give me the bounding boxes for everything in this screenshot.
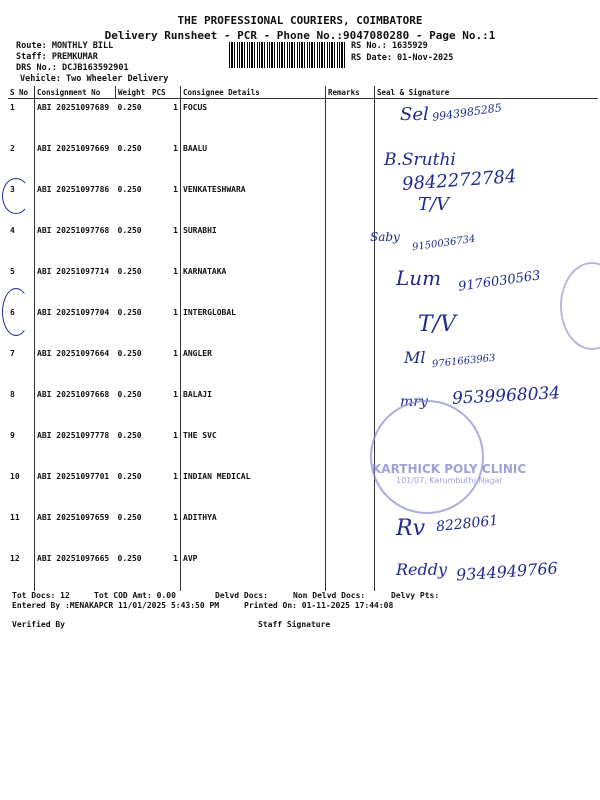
cell-consignee: ANGLER — [181, 345, 326, 386]
cell-pcs: 1 — [173, 349, 178, 358]
cell-consignee: KARNATAKA — [181, 263, 326, 304]
signature-12: Reddy — [396, 560, 448, 579]
clinic-stamp-name: KARTHICK POLY CLINIC — [372, 462, 527, 476]
signature-11: Rv — [396, 516, 425, 541]
runsheet-subtitle: Delivery Runsheet - PCR - Phone No.:9047080280 - Page No.:1 — [104, 29, 496, 42]
printed-on: Printed On: 01-11-2025 17:44:08 — [244, 601, 394, 610]
cell-sno: 12 — [8, 550, 35, 591]
vehicle-label: Vehicle: Two Wheeler Delivery — [20, 74, 169, 84]
cell-consignment-no: ABI 20251097664 — [37, 349, 110, 358]
cell-pcs: 1 — [173, 308, 178, 317]
barcode — [229, 42, 347, 68]
total-cod-amount: Tot COD Amt: 0.00 — [94, 591, 176, 600]
total-docs: Tot Docs: 12 — [12, 591, 70, 600]
handwritten-phone-4: 9150036734 — [411, 233, 477, 254]
cell-consignment-no: ABI 20251097669 — [37, 144, 110, 153]
cell-consignment-no: ABI 20251097701 — [37, 472, 110, 481]
cell-sno: 9 — [8, 427, 35, 468]
cell-weight: 0.250 — [117, 308, 142, 317]
cell-pcs: 1 — [173, 431, 178, 440]
cell-pcs: 1 — [173, 185, 178, 194]
cell-consignee: ADITHYA — [181, 509, 326, 550]
signature-4: Saby — [370, 230, 400, 244]
verified-by: Verified By — [12, 620, 65, 629]
cell-pcs: 1 — [173, 144, 178, 153]
bank-seal-stamp — [370, 400, 484, 514]
cell-pcs: 1 — [173, 267, 178, 276]
handwritten-phone-8: 9539968034 — [451, 383, 561, 409]
handwritten-phone-12: 9344949766 — [455, 558, 559, 585]
cell-pcs: 1 — [173, 513, 178, 522]
cell-remarks — [326, 222, 375, 263]
cell-sno: 5 — [8, 263, 35, 304]
col-remarks: Remarks — [326, 86, 375, 99]
cell-consignee: BAALU — [181, 140, 326, 181]
cell-remarks — [326, 468, 375, 509]
handwritten-tv-1: T/V — [418, 194, 450, 215]
signature-8: mry — [400, 394, 428, 410]
clinic-stamp — [372, 462, 562, 485]
cell-weight: 0.250 — [117, 185, 142, 194]
company-title: THE PROFESSIONAL COURIERS, COIMBATORE — [177, 14, 423, 27]
cell-pcs: 1 — [173, 472, 178, 481]
cell-weight: 0.250 — [117, 431, 142, 440]
handwritten-circle-6 — [2, 288, 30, 336]
col-pcs: PCS — [150, 86, 181, 99]
signature-7: Ml — [404, 348, 426, 367]
cell-consignee: INDIAN MEDICAL — [181, 468, 326, 509]
handwritten-circle-3 — [2, 178, 30, 214]
clinic-stamp-address: 101/07, Karumbuthi Nagar — [396, 476, 503, 485]
col-consignee: Consignee Details — [181, 86, 326, 99]
cell-consignee: VENKATESHWARA — [181, 181, 326, 222]
cell-consignment-no: ABI 20251097714 — [37, 267, 110, 276]
handwritten-phone-11: 8228061 — [435, 512, 500, 536]
cell-consignment-no: ABI 20251097689 — [37, 103, 110, 112]
cell-sno: 6 — [8, 304, 35, 345]
col-weight: Weight — [116, 86, 151, 99]
table-header-row — [8, 86, 598, 99]
cell-sno: 10 — [8, 468, 35, 509]
route-label: Route: MONTHLY BILL — [16, 41, 114, 51]
cell-sno: 1 — [8, 99, 35, 141]
cell-pcs: 1 — [173, 226, 178, 235]
handwritten-phone-7: 9761663963 — [431, 352, 497, 371]
runsheet-table — [8, 86, 598, 591]
cell-consignee: BALAJI — [181, 386, 326, 427]
cell-consignee: THE SVC — [181, 427, 326, 468]
cell-remarks — [326, 427, 375, 468]
cell-consignee: INTERGLOBAL — [181, 304, 326, 345]
cell-pcs: 1 — [173, 103, 178, 112]
cell-remarks — [326, 181, 375, 222]
cell-weight: 0.250 — [117, 513, 142, 522]
entered-by: Entered By :MENAKAPCR 11/01/2025 5:43:50 PM — [12, 601, 220, 610]
cell-consignment-no: ABI 20251097659 — [37, 513, 110, 522]
cell-consignment-no: ABI 20251097668 — [37, 390, 110, 399]
drs-number: DRS No.: DCJB163592901 — [16, 63, 129, 73]
cell-pcs: 1 — [173, 554, 178, 563]
handwritten-tv-2: T/V — [418, 312, 456, 337]
cell-weight: 0.250 — [117, 226, 142, 235]
cell-weight: 0.250 — [117, 349, 142, 358]
signature-5: Lum — [396, 266, 442, 290]
cell-weight: 0.250 — [117, 554, 142, 563]
rs-number: RS No.: 1635929 — [351, 41, 428, 51]
cell-weight: 0.250 — [117, 390, 142, 399]
cell-sno: 7 — [8, 345, 35, 386]
cell-remarks — [326, 99, 375, 141]
staff-signature-label: Staff Signature — [258, 620, 331, 629]
rs-date: RS Date: 01-Nov-2025 — [351, 53, 454, 63]
cell-consignment-no: ABI 20251097768 — [37, 226, 110, 235]
handwritten-phone-2: 9842272784 — [401, 166, 518, 195]
table-row — [8, 99, 598, 141]
col-sno: S No — [8, 86, 35, 99]
cell-sno: 11 — [8, 509, 35, 550]
signature-2: B.Sruthi — [384, 150, 456, 170]
handwritten-phone-1: 9943985285 — [431, 101, 503, 124]
delivered-docs: Delvd Docs: — [215, 591, 268, 600]
cell-weight: 0.250 — [117, 267, 142, 276]
cell-weight: 0.250 — [117, 103, 142, 112]
cell-remarks — [326, 263, 375, 304]
cell-remarks — [326, 550, 375, 591]
cell-consignment-no: ABI 20251097704 — [37, 308, 110, 317]
handwritten-phone-5: 9176030563 — [457, 268, 542, 295]
cell-remarks — [326, 304, 375, 345]
staff-label: Staff: PREMKUMAR — [16, 52, 98, 62]
table-row — [8, 304, 598, 345]
cell-consignment-no: ABI 20251097778 — [37, 431, 110, 440]
cell-weight: 0.250 — [117, 472, 142, 481]
non-delivered-docs: Non Delvd Docs: — [293, 591, 366, 600]
cell-remarks — [326, 509, 375, 550]
cell-consignee: AVP — [181, 550, 326, 591]
cell-seal-signature — [375, 222, 599, 263]
col-seal-signature: Seal & Signature — [375, 86, 599, 99]
cell-sno: 4 — [8, 222, 35, 263]
table-row — [8, 509, 598, 550]
cell-weight: 0.250 — [117, 144, 142, 153]
cell-remarks — [326, 345, 375, 386]
delivery-points: Delvy Pts: — [391, 591, 440, 600]
cell-sno: 3 — [8, 181, 35, 222]
cell-sno: 2 — [8, 140, 35, 181]
cell-remarks — [326, 386, 375, 427]
table-row — [8, 222, 598, 263]
cell-remarks — [326, 140, 375, 181]
cell-consignee: FOCUS — [181, 99, 326, 141]
cell-consignment-no: ABI 20251097665 — [37, 554, 110, 563]
col-consignment: Consignment No — [35, 86, 116, 99]
cell-sno: 8 — [8, 386, 35, 427]
cell-pcs: 1 — [173, 390, 178, 399]
cell-consignee: SURABHI — [181, 222, 326, 263]
cell-consignment-no: ABI 20251097786 — [37, 185, 110, 194]
table-row — [8, 345, 598, 386]
signature-1: Sel — [400, 104, 429, 125]
